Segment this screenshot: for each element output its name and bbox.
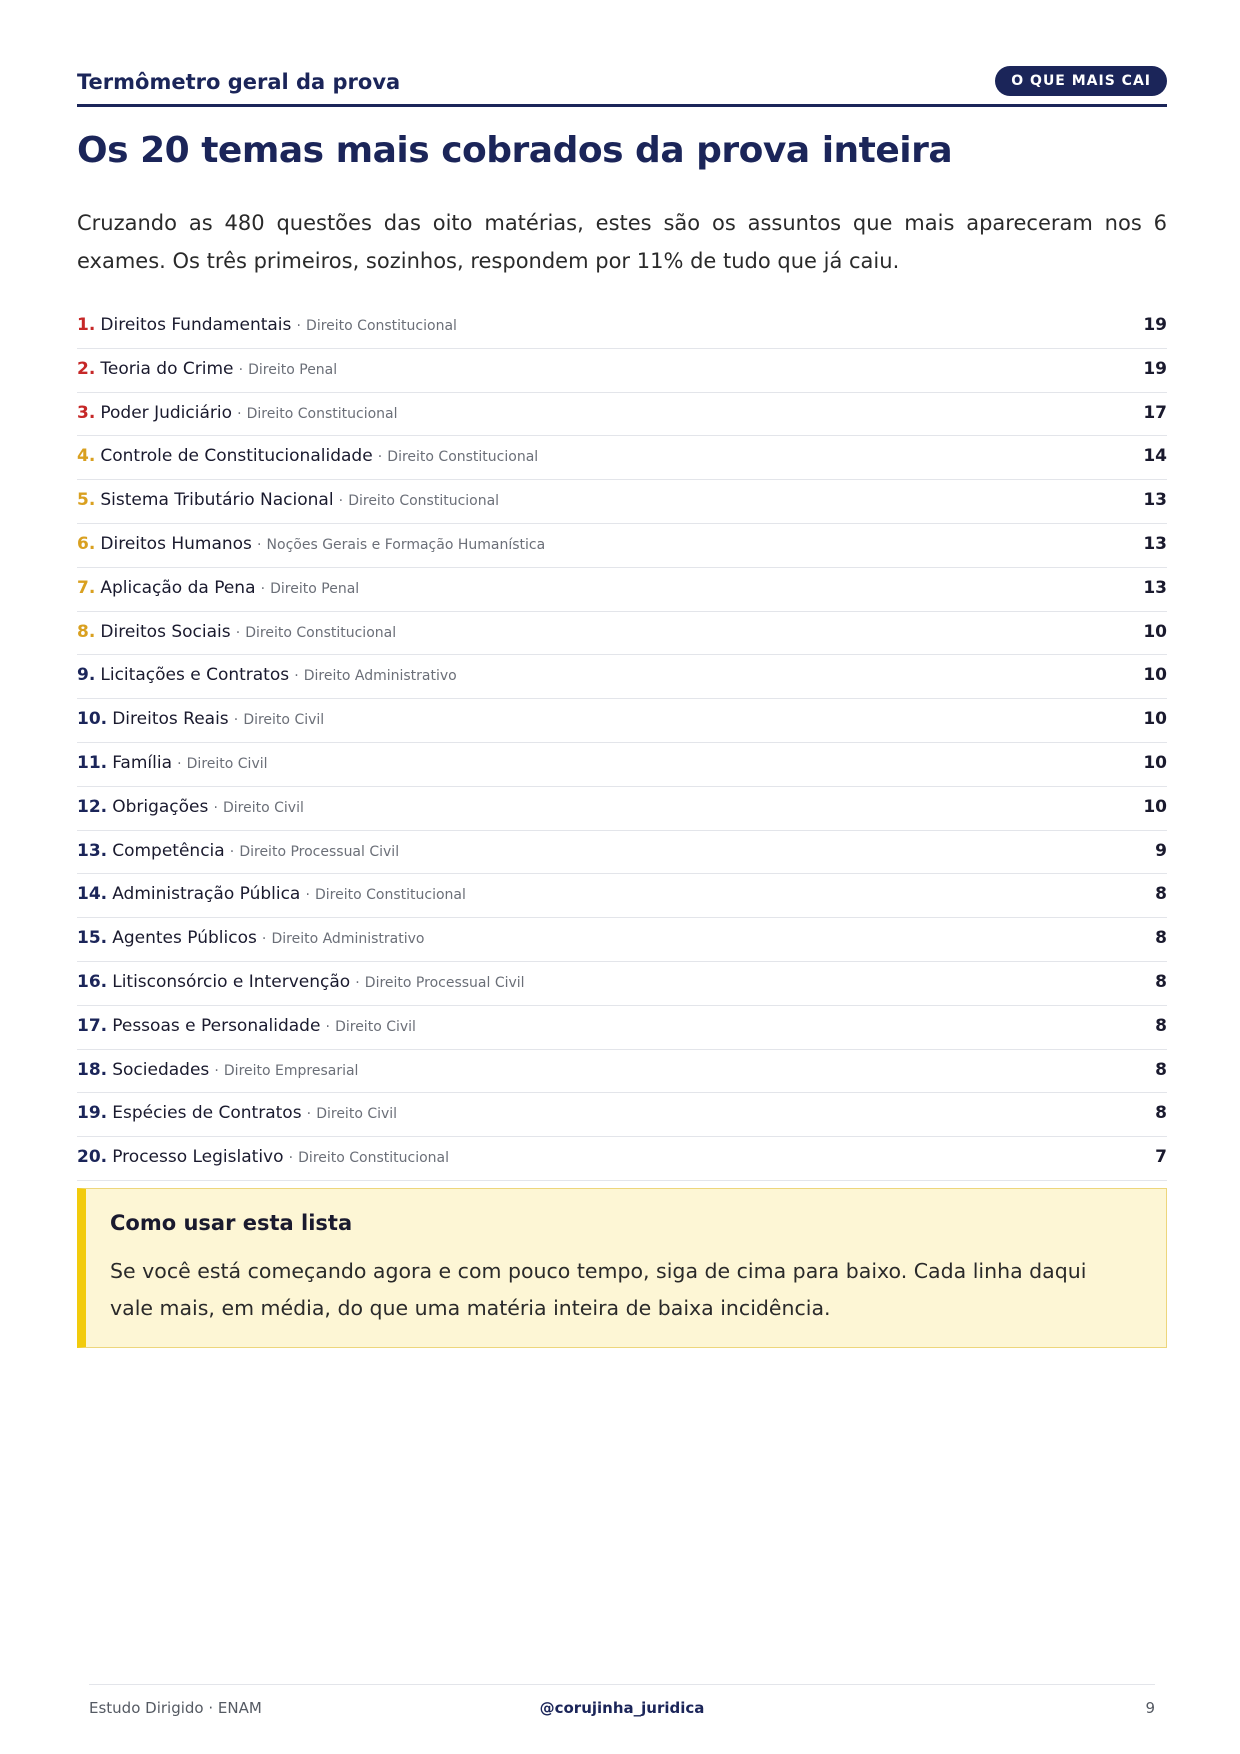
page-footer — [89, 1684, 1155, 1725]
topic-rank: 8. — [77, 621, 96, 642]
topic-subject: Direito Civil — [243, 712, 325, 729]
topic-subject: Direito Processual Civil — [239, 843, 400, 860]
topic-subject: Direito Penal — [248, 361, 338, 378]
topic-subject: Direito Civil — [186, 755, 268, 772]
topic-name: Aplicação da Pena — [100, 577, 256, 598]
topic-subject: Direito Empresarial — [223, 1062, 359, 1079]
topic-subject: Direito Constitucional — [306, 318, 457, 334]
topic-count: 10 — [1143, 752, 1167, 773]
topic-name: Administração Pública — [112, 884, 301, 905]
topic-subject: Direito Civil — [335, 1018, 416, 1035]
topic-label — [77, 797, 304, 817]
topic-row — [77, 787, 1167, 831]
topic-label — [77, 709, 324, 729]
topic-separator: · — [261, 931, 267, 948]
topic-row — [77, 1050, 1167, 1094]
topic-separator: · — [355, 974, 360, 991]
topic-label — [77, 622, 396, 642]
topic-rank: 10. — [77, 709, 108, 730]
topic-rank: 12. — [77, 796, 108, 817]
topic-rank: 7. — [77, 577, 96, 598]
topic-subject: Direito Civil — [316, 1106, 398, 1123]
topic-subject: Direito Civil — [223, 799, 304, 816]
topic-separator: · — [238, 361, 244, 378]
topic-count: 13 — [1143, 490, 1167, 511]
topic-name: Teoria do Crime — [100, 358, 234, 379]
topic-name: Processo Legislativo — [112, 1147, 284, 1168]
topic-separator: · — [288, 1150, 294, 1167]
topic-name: Controle de Constitucionalidade — [100, 446, 373, 467]
topic-rank: 11. — [77, 752, 108, 773]
topic-label — [77, 884, 466, 904]
topic-rank: 13. — [77, 840, 108, 861]
topic-row — [77, 349, 1167, 393]
topic-row — [77, 962, 1167, 1006]
topic-subject: Direito Constitucional — [315, 887, 466, 904]
topic-name: Sociedades — [112, 1059, 210, 1080]
category-badge: O QUE MAIS CAI — [995, 66, 1167, 96]
topic-subject: Direito Constitucional — [246, 405, 398, 422]
topic-separator: · — [214, 1062, 219, 1079]
topic-label — [77, 446, 538, 466]
topic-row — [77, 305, 1167, 349]
topic-count: 8 — [1155, 1015, 1167, 1036]
page — [77, 0, 1167, 1754]
topic-row — [77, 568, 1167, 612]
topic-separator: · — [325, 1018, 330, 1035]
topic-count: 19 — [1143, 315, 1167, 335]
topic-subject: Direito Administrativo — [271, 931, 425, 948]
topic-label — [77, 841, 399, 861]
topic-count: 19 — [1143, 358, 1167, 379]
topic-count: 8 — [1155, 1103, 1167, 1124]
topic-count: 13 — [1143, 533, 1167, 554]
topic-separator: · — [305, 887, 310, 904]
topic-count: 14 — [1143, 446, 1167, 467]
topic-name: Família — [112, 752, 173, 773]
topic-rank: 9. — [77, 665, 96, 686]
page-title: Os 20 temas mais cobrados da prova inteira — [77, 130, 953, 171]
tip-text: Se você está começando agora e com pouco tempo, siga de cima para baixo. Cada linha daqui vale mais, em média, do que uma matéria inteira de baixa incidência. — [110, 1259, 1087, 1320]
topic-name: Pessoas e Personalidade — [112, 1015, 321, 1036]
topic-count: 8 — [1155, 971, 1167, 992]
topic-rank: 1. — [77, 315, 96, 335]
topic-rank: 3. — [77, 402, 96, 423]
topic-name: Direitos Reais — [112, 709, 229, 730]
topic-ranking-list — [77, 305, 1167, 1181]
topic-separator: · — [296, 318, 301, 334]
topic-label — [77, 1103, 397, 1123]
topic-row — [77, 612, 1167, 656]
topic-count: 7 — [1155, 1147, 1167, 1168]
topic-rank: 6. — [77, 533, 96, 554]
topic-separator: · — [213, 799, 218, 816]
topic-separator: · — [260, 580, 266, 597]
topic-separator: · — [377, 449, 383, 466]
topic-subject: Direito Constitucional — [298, 1150, 450, 1167]
topic-name: Poder Judiciário — [100, 402, 232, 423]
topic-separator: · — [237, 405, 242, 422]
topic-separator: · — [233, 712, 239, 729]
topic-row — [77, 480, 1167, 524]
topic-label — [77, 1147, 449, 1167]
topic-rank: 14. — [77, 884, 108, 905]
topic-count: 8 — [1155, 884, 1167, 905]
topic-count: 8 — [1155, 1059, 1167, 1080]
topic-name: Espécies de Contratos — [112, 1103, 302, 1124]
topic-row — [77, 699, 1167, 743]
page-number: 9 — [1145, 1699, 1155, 1717]
topic-rank: 18. — [77, 1059, 108, 1080]
tip-title: Como usar esta lista — [110, 1211, 353, 1235]
topic-row — [77, 918, 1167, 962]
topic-subject: Noções Gerais e Formação Humanística — [266, 536, 546, 553]
page-header — [77, 62, 1167, 107]
topic-name: Litisconsórcio e Intervenção — [112, 971, 351, 992]
topic-count: 17 — [1143, 402, 1167, 423]
topic-row — [77, 436, 1167, 480]
topic-separator: · — [306, 1106, 312, 1123]
topic-subject: Direito Constitucional — [348, 493, 500, 510]
topic-rank: 20. — [77, 1147, 108, 1168]
topic-name: Direitos Sociais — [100, 621, 231, 642]
topic-label — [77, 753, 268, 773]
topic-count: 13 — [1143, 577, 1167, 598]
topic-row — [77, 1137, 1167, 1181]
topic-rank: 4. — [77, 446, 96, 467]
topic-row — [77, 874, 1167, 918]
footer-handle: @corujinha_juridica — [539, 1699, 705, 1717]
topic-count: 10 — [1143, 796, 1167, 817]
topic-label — [77, 315, 457, 335]
tip-callout — [77, 1188, 1167, 1348]
topic-rank: 2. — [77, 358, 96, 379]
topic-count: 10 — [1143, 621, 1167, 642]
topic-row — [77, 1093, 1167, 1137]
topic-label — [77, 534, 545, 554]
topic-label — [77, 578, 359, 598]
topic-subject: Direito Constitucional — [245, 624, 397, 641]
topic-label — [77, 665, 457, 685]
topic-rank: 5. — [77, 490, 96, 511]
topic-count: 10 — [1143, 665, 1167, 686]
topic-subject: Direito Administrativo — [303, 668, 457, 685]
topic-label — [77, 403, 398, 423]
topic-count: 8 — [1155, 928, 1167, 949]
topic-separator: · — [257, 536, 262, 553]
topic-rank: 17. — [77, 1015, 108, 1036]
topic-row — [77, 655, 1167, 699]
intro-paragraph: Cruzando as 480 questões das oito matérias, estes são os assuntos que mais apareceram nos 6 exames. Os três primeiros, sozinhos, respondem por 11% de tudo que já caiu. — [77, 211, 1167, 273]
topic-count: 9 — [1155, 840, 1167, 861]
topic-name: Direitos Fundamentais — [100, 315, 292, 335]
footer-document-label: Estudo Dirigido · ENAM — [89, 1699, 262, 1717]
topic-subject: Direito Constitucional — [387, 449, 539, 466]
topic-name: Competência — [112, 840, 225, 861]
topic-rank: 15. — [77, 928, 108, 949]
topic-rank: 19. — [77, 1103, 108, 1124]
topic-row — [77, 1006, 1167, 1050]
topic-row — [77, 743, 1167, 787]
topic-separator: · — [235, 624, 241, 641]
topic-name: Licitações e Contratos — [100, 665, 290, 686]
topic-name: Sistema Tributário Nacional — [100, 490, 334, 511]
topic-count: 10 — [1143, 709, 1167, 730]
topic-label — [77, 928, 424, 948]
topic-row — [77, 524, 1167, 568]
topic-label — [77, 1060, 358, 1080]
topic-subject: Direito Processual Civil — [364, 974, 525, 991]
topic-name: Obrigações — [112, 796, 209, 817]
topic-row — [77, 393, 1167, 437]
topic-name: Direitos Humanos — [100, 533, 252, 554]
topic-row — [77, 831, 1167, 875]
topic-label — [77, 490, 499, 510]
topic-label — [77, 359, 337, 379]
topic-label — [77, 1016, 416, 1036]
topic-separator: · — [294, 668, 299, 685]
topic-label — [77, 972, 525, 992]
topic-separator: · — [229, 843, 235, 860]
topic-name: Agentes Públicos — [112, 928, 257, 949]
topic-subject: Direito Penal — [270, 580, 360, 597]
topic-rank: 16. — [77, 971, 108, 992]
section-title: Termômetro geral da prova — [77, 70, 401, 94]
topic-separator: · — [177, 755, 182, 772]
topic-separator: · — [338, 493, 344, 510]
